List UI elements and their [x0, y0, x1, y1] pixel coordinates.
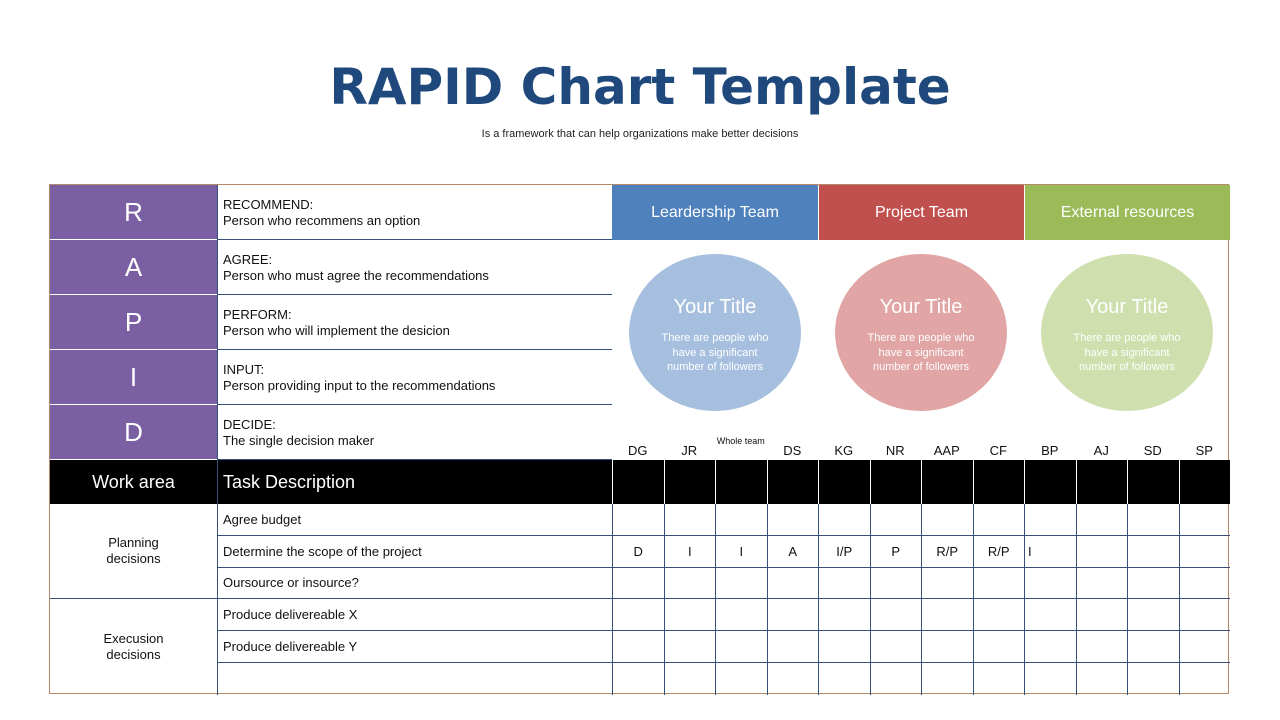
circle-title: Your Title	[879, 296, 963, 318]
rapid-cell	[767, 599, 819, 631]
work-area-cell: Execusion decisions	[103, 631, 164, 663]
person-label: NR	[885, 443, 905, 458]
task-row-label: Agree budget	[217, 504, 612, 536]
rapid-cell: P	[870, 536, 922, 568]
rapid-cell	[870, 504, 922, 536]
rapid-cell	[973, 631, 1025, 663]
rapid-cell	[1076, 599, 1128, 631]
task-row-label: Produce delivereable X	[217, 599, 612, 631]
role-letter-a: A	[50, 240, 217, 295]
role-description: Person who recommens an option	[223, 213, 421, 228]
rapid-cell	[767, 504, 819, 536]
rapid-cell	[921, 663, 973, 695]
person-label: DS	[783, 443, 802, 458]
rapid-cell	[715, 663, 767, 695]
person-label: JR	[681, 443, 698, 458]
task-row-label: Produce delivereable Y	[217, 631, 612, 663]
rapid-cell	[870, 599, 922, 631]
rapid-cell	[1076, 536, 1128, 568]
role-name: INPUT:	[223, 362, 265, 377]
rapid-cell	[1127, 631, 1179, 663]
role-description: Person who must agree the recommendations	[223, 268, 489, 283]
role-name: DECIDE:	[223, 417, 276, 432]
rapid-cell	[921, 599, 973, 631]
task-row-label	[217, 663, 612, 695]
rapid-cell	[664, 663, 716, 695]
rapid-cell	[870, 631, 922, 663]
role-letter-p: P	[50, 295, 217, 350]
task-description-header: Task Description	[217, 460, 612, 504]
role-name: AGREE:	[223, 252, 273, 267]
header-grid-cell	[1024, 460, 1076, 504]
rapid-cell	[818, 631, 870, 663]
person-label: SP	[1195, 443, 1213, 458]
team-header: Leardership Team	[612, 185, 818, 240]
rapid-cell	[1076, 568, 1128, 600]
role-description: Person who will implement the desicion	[223, 323, 450, 338]
rapid-cell	[1024, 504, 1076, 536]
rapid-cell	[1179, 631, 1231, 663]
rapid-cell: I	[664, 536, 716, 568]
role-letter-d: D	[50, 405, 217, 460]
work-area-header: Work area	[50, 460, 217, 504]
person-label: CF	[989, 443, 1007, 458]
rapid-cell	[715, 599, 767, 631]
person-label: AJ	[1093, 443, 1109, 458]
rapid-cell	[1024, 599, 1076, 631]
rapid-cell	[1127, 663, 1179, 695]
role-letter-i: I	[50, 350, 217, 405]
rapid-chart-table	[49, 184, 1229, 694]
rapid-cell: I	[1024, 536, 1076, 568]
rapid-cell	[1179, 599, 1231, 631]
rapid-cell	[921, 568, 973, 600]
rapid-cell	[767, 631, 819, 663]
rapid-cell	[973, 568, 1025, 600]
rapid-cell	[1076, 663, 1128, 695]
header-grid-cell	[870, 460, 922, 504]
rapid-cell	[870, 663, 922, 695]
person-label: AAP	[933, 443, 960, 458]
rapid-cell	[767, 568, 819, 600]
rapid-cell	[1076, 631, 1128, 663]
header-grid-cell	[612, 460, 664, 504]
rapid-cell	[664, 568, 716, 600]
header-grid-cell	[767, 460, 819, 504]
rapid-cell	[664, 631, 716, 663]
role-description: Person providing input to the recommendations	[223, 378, 496, 393]
rapid-cell: A	[767, 536, 819, 568]
page-subtitle: Is a framework that can help organizations make better decisions	[481, 128, 799, 140]
role-definition	[217, 295, 612, 350]
task-row-label: Determine the scope of the project	[217, 536, 612, 568]
header-grid-cell	[921, 460, 973, 504]
header-grid-cell	[664, 460, 716, 504]
role-name: PERFORM:	[223, 307, 292, 322]
header-grid-cell	[715, 460, 767, 504]
rapid-cell	[973, 663, 1025, 695]
header-grid-cell	[1076, 460, 1128, 504]
rapid-cell	[921, 631, 973, 663]
team-header: External resources	[1024, 185, 1230, 240]
rapid-cell	[1024, 631, 1076, 663]
rapid-cell: I/P	[818, 536, 870, 568]
header-grid-cell	[1179, 460, 1231, 504]
role-name: RECOMMEND:	[223, 197, 314, 212]
team-circle	[835, 254, 1007, 411]
rapid-cell	[1024, 663, 1076, 695]
rapid-cell	[612, 568, 664, 600]
rapid-cell	[818, 504, 870, 536]
rapid-cell	[870, 568, 922, 600]
rapid-cell	[715, 504, 767, 536]
rapid-cell	[818, 663, 870, 695]
role-definition	[217, 405, 612, 460]
rapid-cell	[973, 504, 1025, 536]
rapid-cell	[1024, 568, 1076, 600]
rapid-cell	[818, 568, 870, 600]
person-label: BP	[1041, 443, 1059, 458]
rapid-cell: R/P	[973, 536, 1025, 568]
rapid-cell	[1127, 599, 1179, 631]
rapid-cell	[973, 599, 1025, 631]
rapid-cell	[818, 599, 870, 631]
header-grid-cell	[1127, 460, 1179, 504]
rapid-cell: I	[715, 536, 767, 568]
rapid-cell	[921, 504, 973, 536]
circle-text: There are people who have a significant number of followers	[661, 332, 769, 373]
person-label: Whole team	[716, 436, 765, 446]
rapid-cell	[1076, 504, 1128, 536]
team-circle	[1041, 254, 1213, 411]
rapid-cell	[612, 599, 664, 631]
role-definition	[217, 240, 612, 295]
circle-title: Your Title	[673, 296, 757, 318]
rapid-cell	[715, 631, 767, 663]
role-description: The single decision maker	[223, 433, 375, 448]
role-definition	[217, 350, 612, 405]
rapid-cell	[1179, 568, 1231, 600]
rapid-cell	[1179, 536, 1231, 568]
rapid-cell	[612, 504, 664, 536]
rapid-cell	[1127, 568, 1179, 600]
rapid-cell	[1179, 663, 1231, 695]
rapid-cell	[767, 663, 819, 695]
role-definition	[217, 185, 612, 240]
header-grid-cell	[973, 460, 1025, 504]
person-label: KG	[834, 443, 854, 458]
rapid-cell	[715, 568, 767, 600]
rapid-cell	[612, 631, 664, 663]
person-label: DG	[628, 443, 648, 458]
team-header: Project Team	[818, 185, 1024, 240]
rapid-cell	[1127, 536, 1179, 568]
task-row-label: Oursource or insource?	[217, 568, 612, 600]
rapid-cell	[612, 663, 664, 695]
header-grid-cell	[818, 460, 870, 504]
rapid-cell: R/P	[921, 536, 973, 568]
team-circle	[629, 254, 801, 411]
page-title: RAPID Chart Template	[329, 58, 951, 116]
rapid-cell	[664, 504, 716, 536]
rapid-cell	[1179, 504, 1231, 536]
rapid-cell	[1127, 504, 1179, 536]
person-label: SD	[1143, 443, 1162, 458]
circle-title: Your Title	[1085, 296, 1169, 318]
work-area-cell: Planning decisions	[50, 504, 217, 599]
role-letter-r: R	[50, 185, 217, 240]
rapid-cell: D	[612, 536, 664, 568]
circle-text: There are people who have a significant number of followers	[867, 332, 975, 373]
circle-text: There are people who have a significant number of followers	[1073, 332, 1181, 373]
rapid-cell	[664, 599, 716, 631]
